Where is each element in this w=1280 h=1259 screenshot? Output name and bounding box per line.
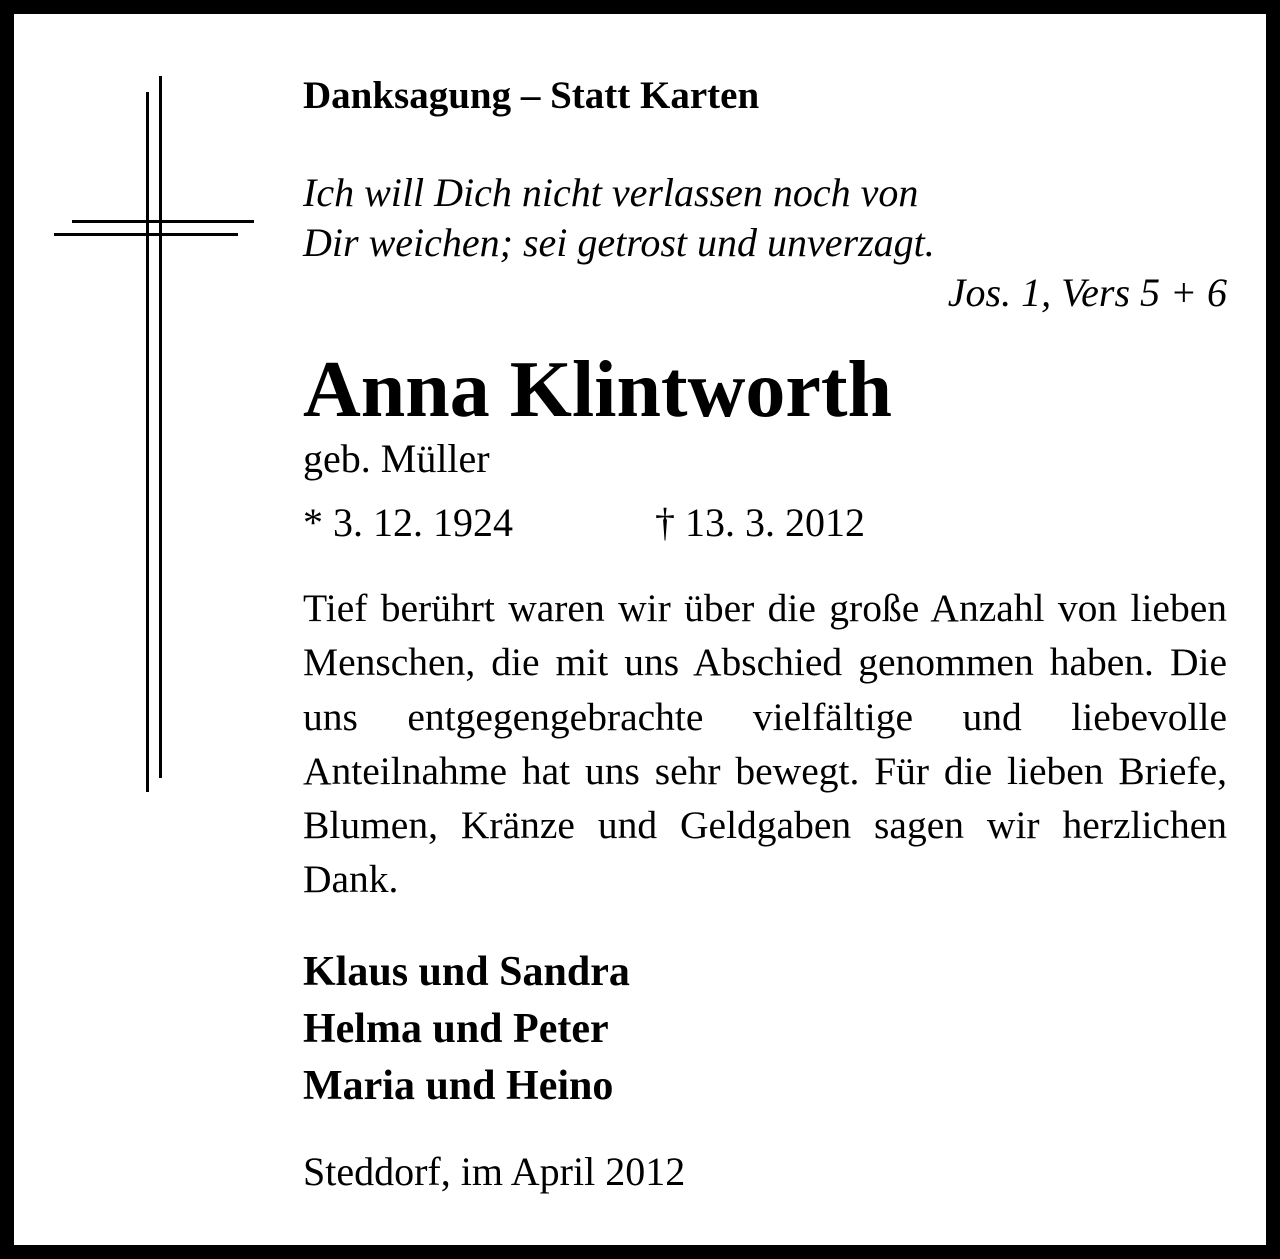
- signers-list: [303, 944, 630, 1115]
- double-line-cross-icon: [14, 14, 314, 834]
- verse-reference: Jos. 1, Vers 5 + 6: [947, 270, 1227, 315]
- place-and-date: Steddorf, im April 2012: [303, 1149, 686, 1194]
- birth-date: * 3. 12. 1924: [303, 500, 513, 545]
- maiden-name: geb. Müller: [303, 436, 490, 481]
- death-date: † 13. 3. 2012: [655, 500, 865, 545]
- bible-verse: [303, 168, 1227, 318]
- signer-name: Klaus und Sandra: [303, 949, 630, 995]
- notice-content: [303, 14, 1227, 1245]
- signer-name: Maria und Heino: [303, 1063, 614, 1109]
- verse-line-1: Ich will Dich nicht verlassen noch von: [303, 170, 919, 215]
- thanks-text: Tief berührt waren wir über die große Anzahl von lieben Menschen, die mit uns Abschied genommen haben. Die uns entgegengebrachte vielfältige und liebevolle Anteilnahme hat uns sehr bewegt. Für die lieben Briefe, Blumen, Kränze und Geldgaben sagen wir herzlichen Dank.: [303, 586, 1227, 902]
- signer-name: Helma und Peter: [303, 1006, 609, 1052]
- life-dates: [303, 497, 1227, 549]
- verse-line-2: Dir weichen; sei getrost und unverzagt.: [303, 220, 935, 265]
- notice-heading: Danksagung – Statt Karten: [303, 74, 760, 117]
- deceased-name: Anna Klintworth: [303, 346, 892, 434]
- obituary-notice: [14, 14, 1266, 1245]
